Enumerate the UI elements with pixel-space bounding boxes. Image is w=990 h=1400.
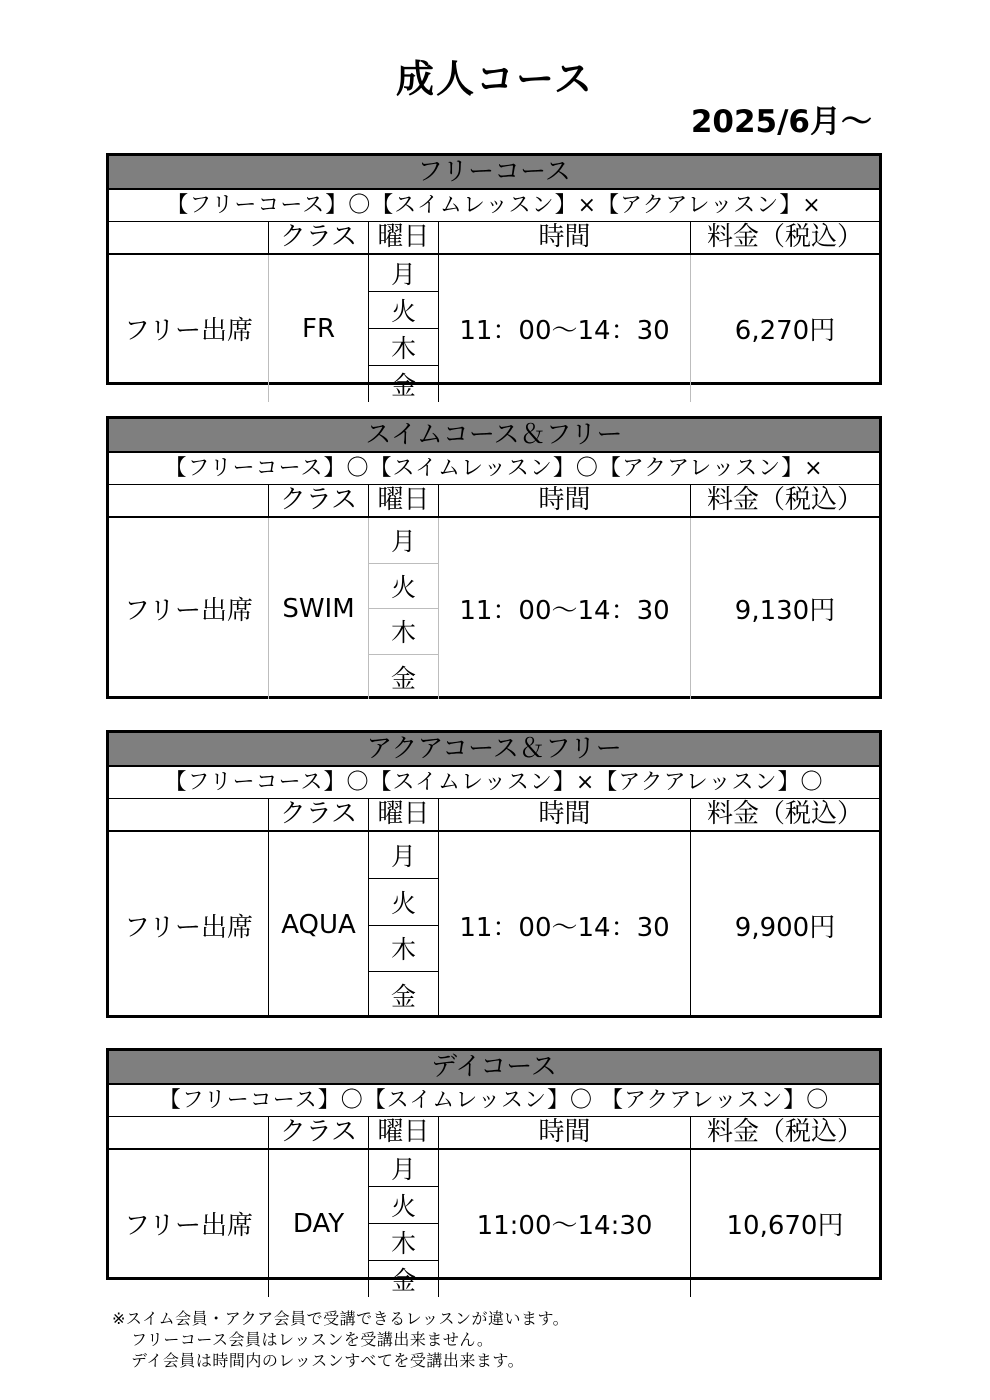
column-header-time: 時間 (439, 799, 691, 830)
day-tuesday: 火 (369, 879, 438, 926)
day-tuesday: 火 (369, 1187, 438, 1224)
day-monday: 月 (369, 832, 438, 879)
column-header-fee: 料金（税込） (706, 799, 863, 829)
days-cell (369, 255, 439, 402)
day-friday: 金 (390, 982, 416, 1012)
time-cell: 11：00～14：30 (439, 518, 691, 699)
column-header-fee: 料金（税込） (706, 1117, 863, 1147)
column-header-blank (109, 1117, 269, 1148)
column-header-fee: 料金（税込） (706, 222, 863, 252)
fee-cell: 6,270円 (734, 316, 836, 346)
course-row (109, 518, 879, 699)
attendance-cell: フリー出席 (109, 832, 269, 1018)
day-friday: 金 (390, 1266, 416, 1295)
column-header-blank (109, 222, 269, 253)
course-row (109, 1150, 879, 1295)
day-thursday: 木 (369, 1224, 438, 1261)
footnote-line: ※スイム会員・アクア会員で受講できるレッスンが違います。 (112, 1309, 570, 1328)
day-thursday: 木 (369, 609, 438, 655)
footnote-line: デイ会員は時間内のレッスンすべてを受講出来ます。 (131, 1351, 525, 1370)
column-header-fee: 料金（税込） (706, 485, 863, 515)
column-header-time: 時間 (439, 222, 691, 253)
course-availability: 【フリーコース】〇【スイムレッスン】〇 【アクアレッスン】〇 (109, 1085, 879, 1117)
day-monday: 月 (369, 255, 438, 292)
course-table-free (106, 153, 882, 400)
days-cell (369, 518, 439, 699)
course-name: スイムコース＆フリー (109, 419, 879, 453)
time-cell: 11：00～14：30 (439, 832, 691, 1018)
course-table-swim (106, 416, 882, 699)
column-header-row (109, 1117, 879, 1150)
day-thursday: 木 (369, 926, 438, 973)
class-code-cell: DAY (269, 1150, 369, 1297)
fee-cell: 9,900円 (734, 912, 836, 943)
column-header-class: クラス (269, 1117, 369, 1148)
column-header-row (109, 485, 879, 518)
class-code-cell: AQUA (269, 832, 369, 1018)
course-table-aqua (106, 730, 882, 1018)
fee-cell: 10,670円 (726, 1211, 844, 1241)
course-name: デイコース (109, 1051, 879, 1085)
column-header-blank (109, 799, 269, 830)
column-header-blank (109, 485, 269, 516)
effective-date: 2025/6月～ (690, 104, 872, 140)
column-header-days: 曜日 (369, 799, 439, 830)
course-table-day (106, 1048, 882, 1295)
attendance-cell: フリー出席 (109, 518, 269, 699)
footnote-line: フリーコース会員はレッスンを受講出来ません。 (131, 1330, 494, 1349)
column-header-row (109, 222, 879, 255)
course-availability: 【フリーコース】〇【スイムレッスン】〇【アクアレッスン】× (109, 453, 879, 485)
column-header-days: 曜日 (369, 1117, 439, 1148)
fee-cell: 9,130円 (734, 596, 836, 626)
column-header-class: クラス (269, 799, 369, 830)
class-code-cell: FR (269, 255, 369, 402)
column-header-days: 曜日 (369, 222, 439, 253)
time-cell: 11:00～14:30 (439, 1150, 691, 1297)
day-tuesday: 火 (369, 292, 438, 329)
days-cell (369, 1150, 439, 1297)
time-cell: 11：00～14：30 (439, 255, 691, 402)
day-monday: 月 (369, 518, 438, 564)
column-header-class: クラス (269, 222, 369, 253)
course-availability: 【フリーコース】〇【スイムレッスン】×【アクアレッスン】× (109, 190, 879, 222)
attendance-cell: フリー出席 (109, 1150, 269, 1297)
column-header-class: クラス (269, 485, 369, 516)
page-title: 成人コース (395, 57, 595, 101)
course-name: アクアコース＆フリー (109, 733, 879, 767)
day-tuesday: 火 (369, 564, 438, 610)
course-row (109, 832, 879, 1018)
course-row (109, 255, 879, 400)
column-header-row (109, 799, 879, 832)
column-header-time: 時間 (439, 485, 691, 516)
course-name: フリーコース (109, 156, 879, 190)
course-availability: 【フリーコース】〇【スイムレッスン】×【アクアレッスン】〇 (109, 767, 879, 799)
day-friday: 金 (390, 663, 416, 693)
day-friday: 金 (390, 371, 416, 400)
column-header-days: 曜日 (369, 485, 439, 516)
day-thursday: 木 (369, 329, 438, 366)
days-cell (369, 832, 439, 1018)
footnotes (112, 1308, 569, 1371)
class-code-cell: SWIM (269, 518, 369, 699)
attendance-cell: フリー出席 (109, 255, 269, 402)
column-header-time: 時間 (439, 1117, 691, 1148)
day-monday: 月 (369, 1150, 438, 1187)
